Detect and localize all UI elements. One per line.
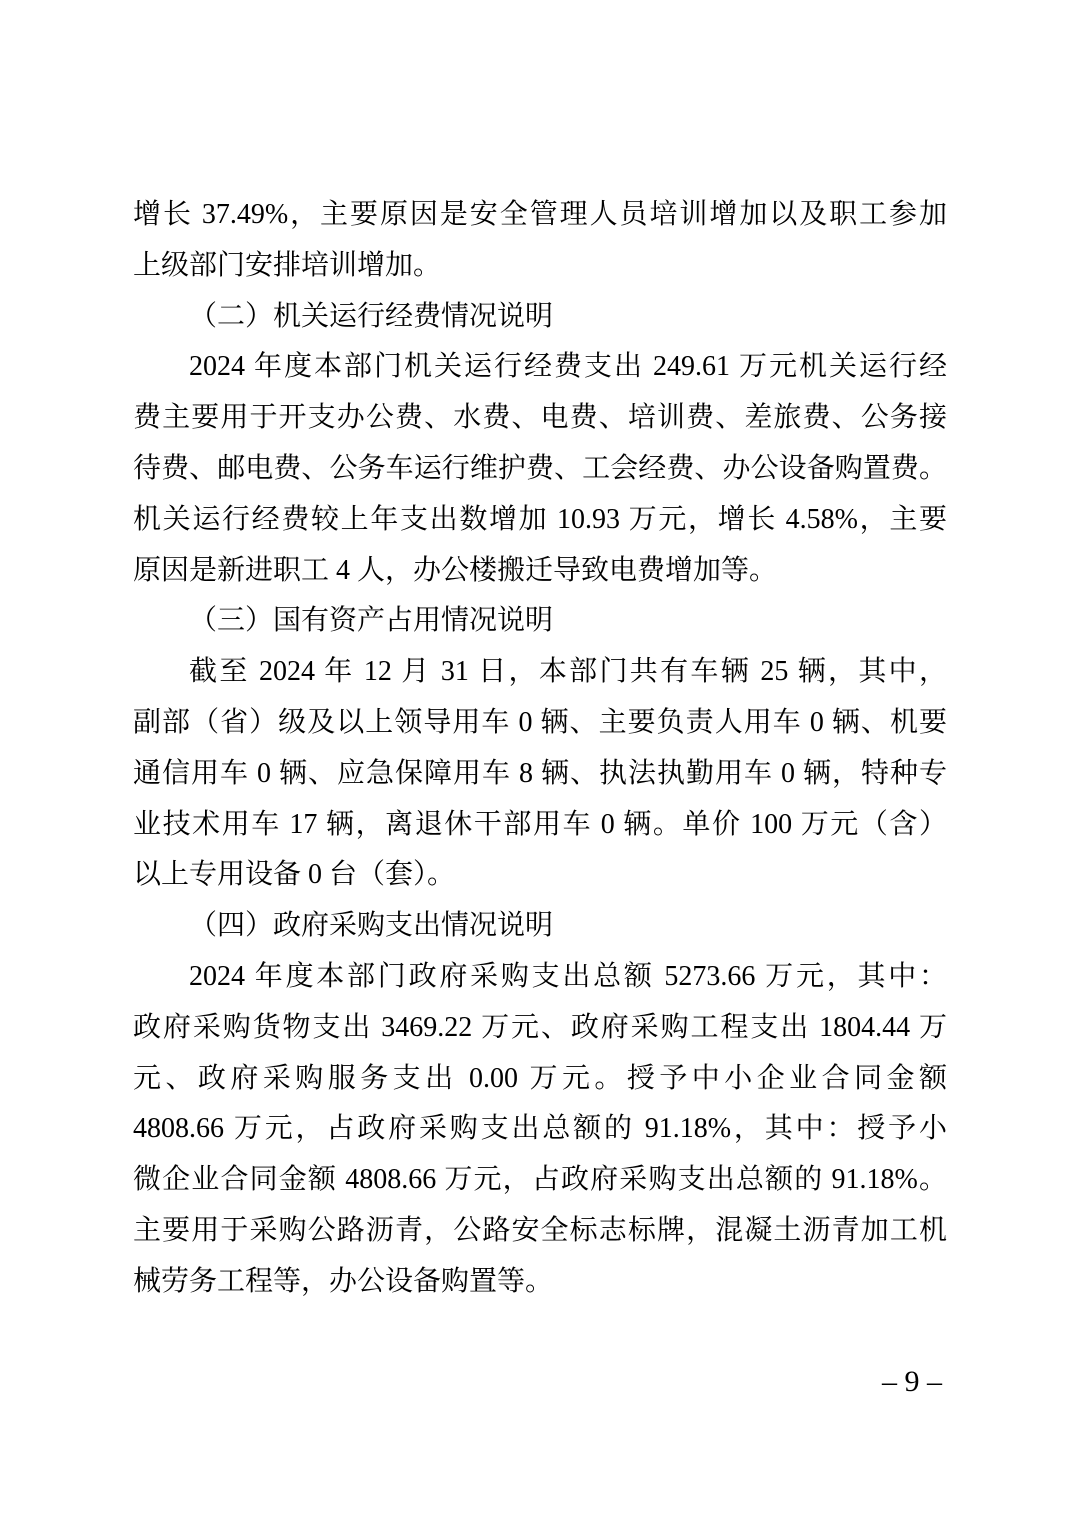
text-line: 2024 年度本部门机关运行经费支出 249.61 万元机关运行经: [189, 351, 947, 383]
text-line: 机关运行经费较上年支出数增加 10.93 万元，增长 4.58%，主要: [133, 503, 947, 535]
text-line: 政府采购货物支出 3469.22 万元、政府采购工程支出 1804.44 万: [133, 1011, 947, 1043]
heading-line: （四）政府采购支出情况说明: [189, 910, 554, 942]
page-number: – 9 –: [882, 1365, 942, 1398]
heading-line: （二）机关运行经费情况说明: [189, 300, 554, 332]
paragraph: [133, 647, 947, 901]
text-line: 4808.66 万元，占政府采购支出总额的 91.18%，其中：授予小: [133, 1113, 947, 1145]
section-heading: [133, 292, 947, 343]
text-line: 上级部门安排培训增加。: [133, 249, 442, 281]
heading-line: （三）国有资产占用情况说明: [189, 605, 554, 637]
page-footer: [882, 1365, 942, 1399]
text-line: 主要用于采购公路沥青，公路安全标志标牌，混凝土沥青加工机: [133, 1214, 947, 1246]
text-line: 原因是新进职工 4 人，办公楼搬迁导致电费增加等。: [133, 554, 778, 586]
text-line: 械劳务工程等，办公设备购置等。: [133, 1265, 554, 1297]
document-body: [133, 190, 947, 1308]
text-line: 待费、邮电费、公务车运行维护费、工会经费、办公设备购置费。: [133, 452, 947, 484]
paragraph: [133, 342, 947, 596]
text-line: 2024 年度本部门政府采购支出总额 5273.66 万元，其中：: [189, 960, 947, 992]
text-line: 截至 2024 年 12 月 31 日，本部门共有车辆 25 辆，其中，: [189, 656, 947, 688]
text-line: 业技术用车 17 辆，离退休干部用车 0 辆。单价 100 万元（含）: [133, 808, 947, 840]
section-heading: [133, 596, 947, 647]
text-line: 副部（省）级及以上领导用车 0 辆、主要负责人用车 0 辆、机要: [133, 706, 947, 738]
text-line: 通信用车 0 辆、应急保障用车 8 辆、执法执勤用车 0 辆，特种专: [133, 757, 947, 789]
paragraph: [133, 952, 947, 1308]
text-line: 元、政府采购服务支出 0.00 万元。授予中小企业合同金额: [133, 1062, 947, 1094]
text-line: 以上专用设备 0 台（套）。: [133, 859, 456, 891]
paragraph: [133, 190, 947, 292]
text-line: 增长 37.49%，主要原因是安全管理人员培训增加以及职工参加: [133, 199, 947, 230]
text-line: 微企业合同金额 4808.66 万元，占政府采购支出总额的 91.18%。: [133, 1164, 947, 1196]
text-line: 费主要用于开支办公费、水费、电费、培训费、差旅费、公务接: [133, 402, 947, 434]
section-heading: [133, 901, 947, 952]
